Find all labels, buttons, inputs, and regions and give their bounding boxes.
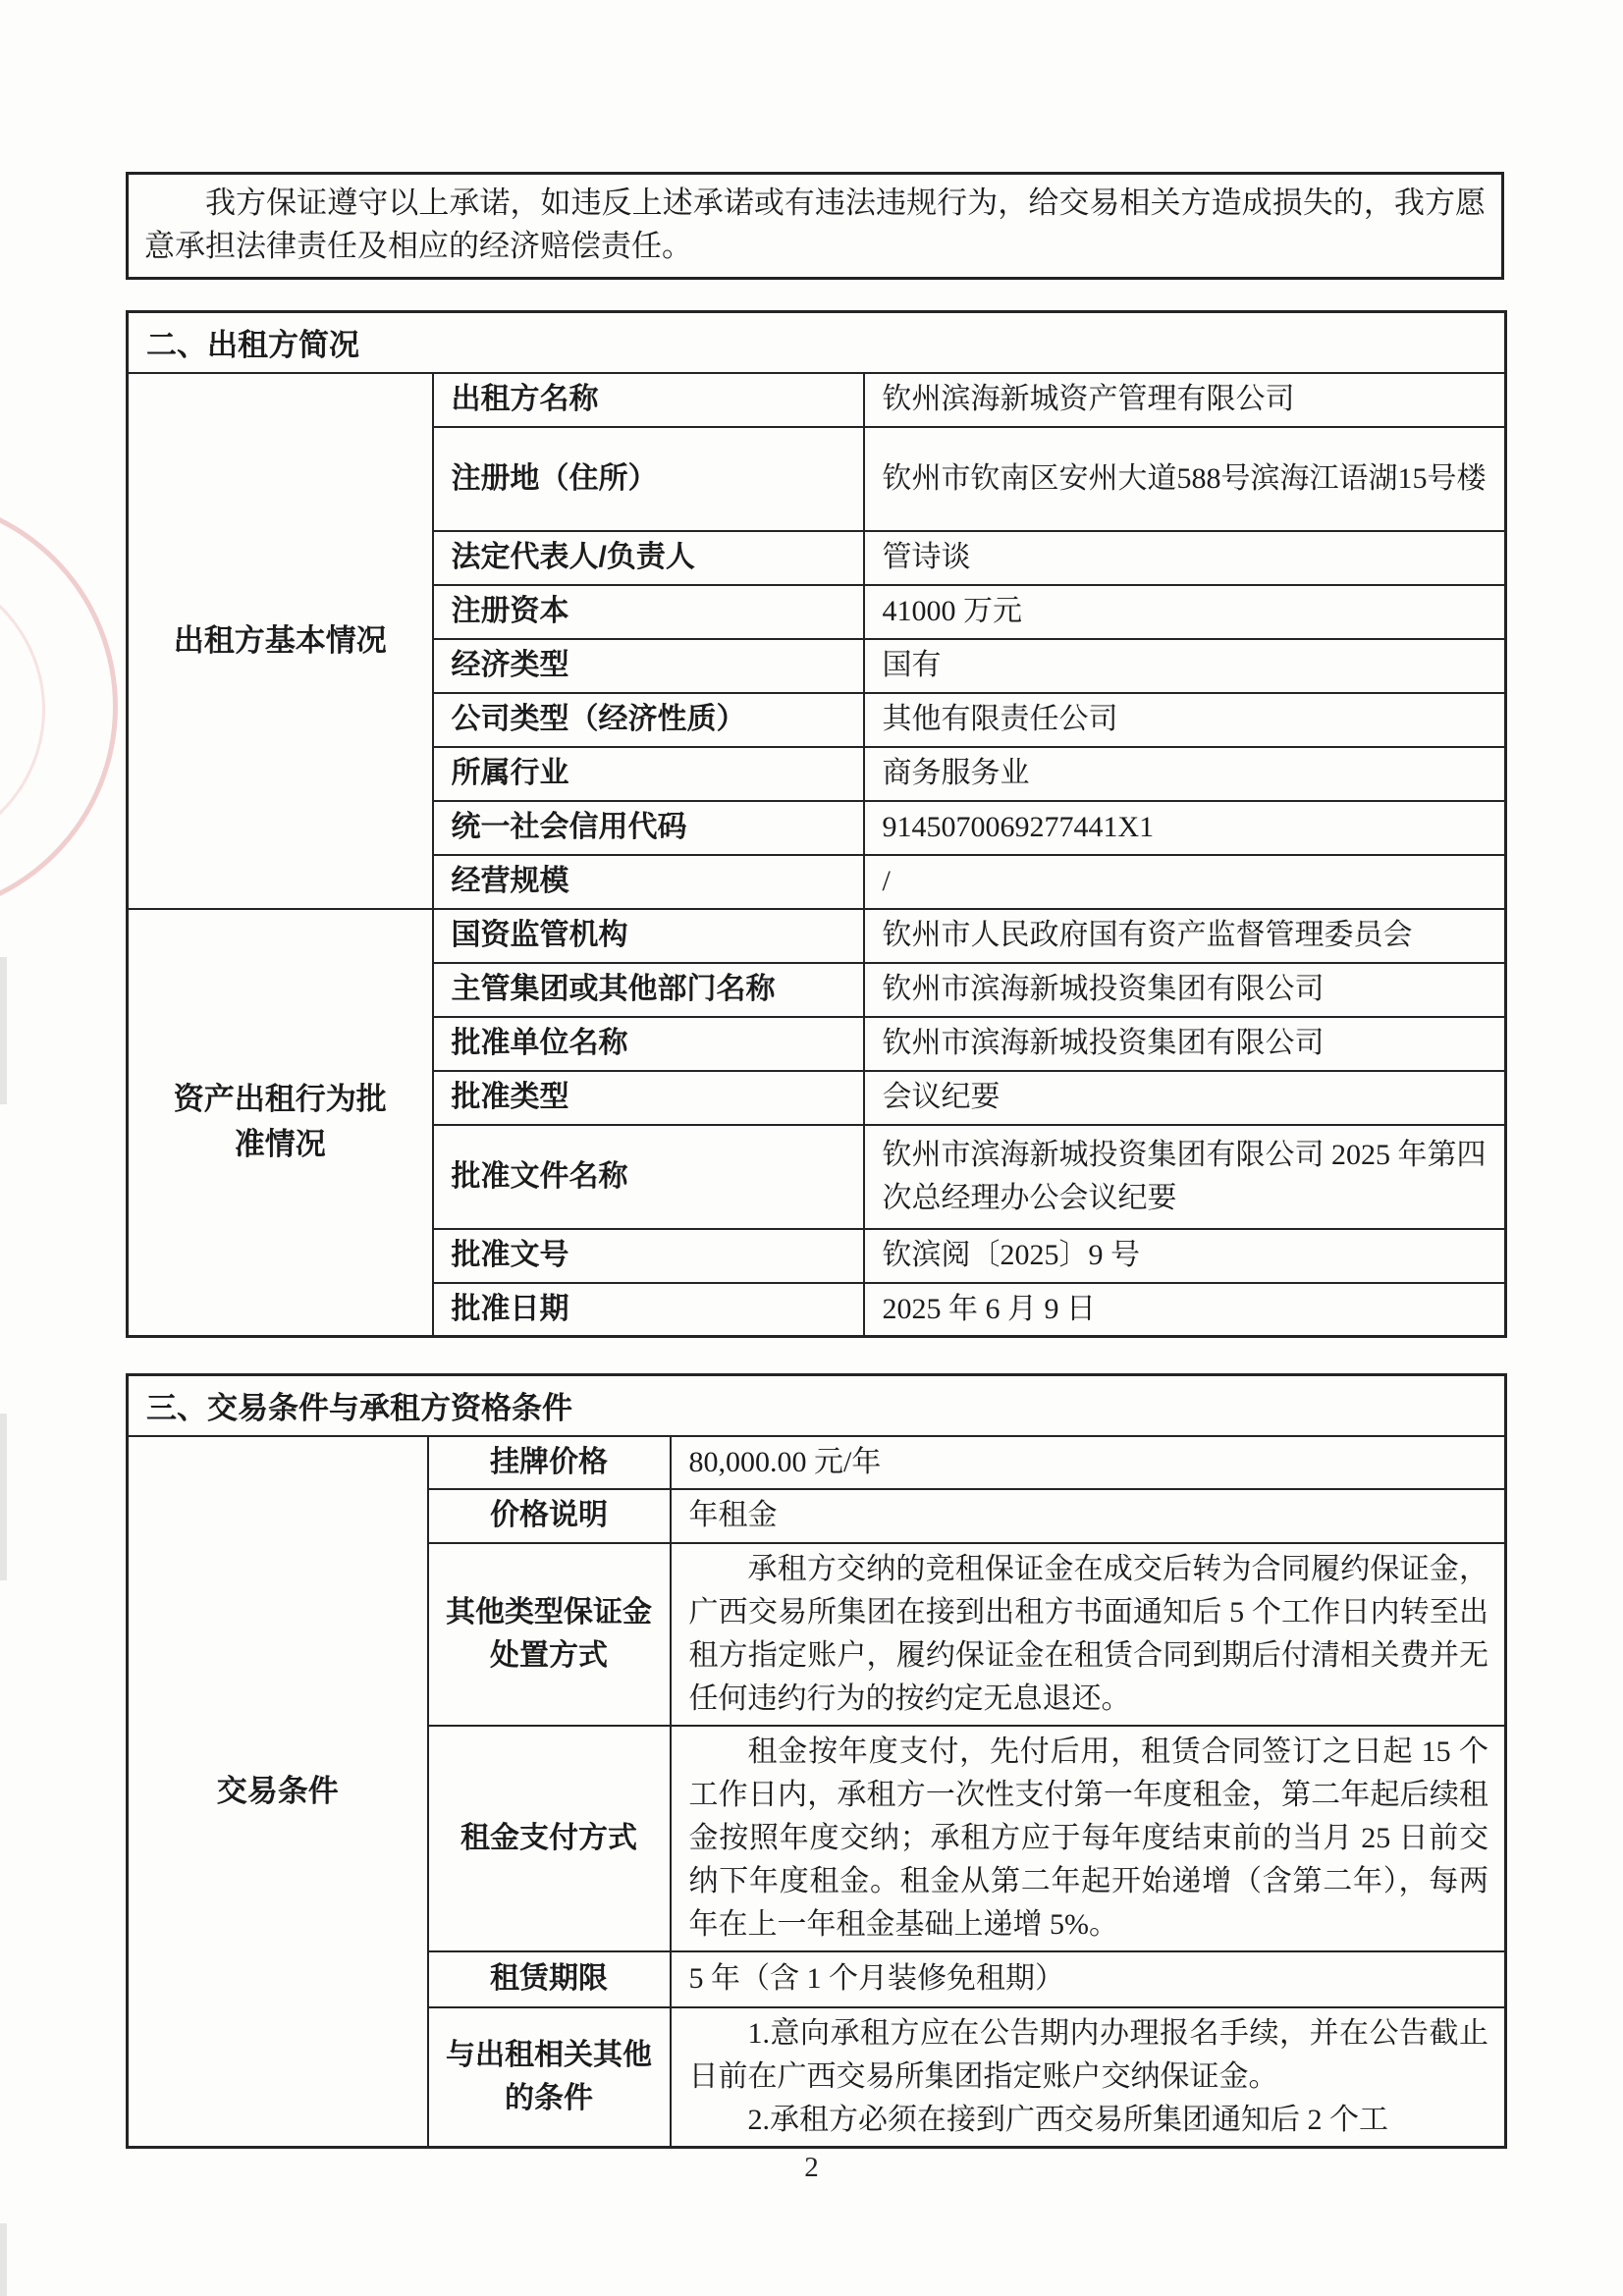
lessor-profile-table — [126, 310, 1507, 1338]
row-value: 钦州市滨海新城投资集团有限公司 — [864, 1017, 1506, 1071]
section3-title: 三、交易条件与承租方资格条件 — [128, 1375, 1506, 1436]
notice-box — [126, 172, 1504, 280]
row-value: 商务服务业 — [864, 747, 1506, 801]
row-value: 41000 万元 — [864, 585, 1506, 639]
row-value — [671, 2007, 1506, 2148]
table-row — [128, 1436, 1506, 1489]
row-value: 钦州市人民政府国有资产监督管理委员会 — [864, 909, 1506, 963]
row-label: 租赁期限 — [428, 1951, 671, 2007]
scan-artifact — [0, 957, 7, 1104]
row-value: 年租金 — [671, 1489, 1506, 1543]
row-value: 钦州滨海新城资产管理有限公司 — [864, 373, 1506, 427]
scan-artifact — [0, 2223, 7, 2296]
row-value: / — [864, 855, 1506, 909]
notice-text: 我方保证遵守以上承诺，如违反上述承诺或有违法违规行为，给交易相关方造成损失的，我方愿意承担法律责任及相应的经济赔偿责任。 — [144, 186, 1486, 263]
row-value: 2025 年 6 月 9 日 — [864, 1283, 1506, 1337]
group-label-basic-info: 出租方基本情况 — [128, 373, 433, 909]
row-label: 出租方名称 — [433, 373, 864, 427]
row-label: 主管集团或其他部门名称 — [433, 963, 864, 1017]
row-label: 其他类型保证金处置方式 — [428, 1543, 671, 1726]
other-condition-item: 1.意向承租方应在公告期内办理报名手续，并在公告截止日前在广西交易所集团指定账户交纳保证金。 — [688, 2016, 1488, 2093]
row-label: 价格说明 — [428, 1489, 671, 1543]
row-label: 注册地（住所） — [433, 427, 864, 531]
row-value: 钦州市滨海新城投资集团有限公司 — [864, 963, 1506, 1017]
deposit-handling-text: 承租方交纳的竞租保证金在成交后转为合同履约保证金，广西交易所集团在接到出租方书面通知后 5 个工作日内转至出租方指定账户，履约保证金在租赁合同到期后付清相关费并无任何违约行为的按约定无息退还。 — [688, 1552, 1488, 1715]
row-value: 钦州市钦南区安州大道588号滨海江语湖15号楼 — [864, 427, 1506, 531]
row-value: 5 年（含 1 个月装修免租期） — [671, 1951, 1506, 2007]
page-number: 2 — [804, 2152, 819, 2183]
section2-title: 二、出租方简况 — [128, 312, 1506, 373]
row-label: 经济类型 — [433, 639, 864, 693]
row-label: 统一社会信用代码 — [433, 801, 864, 855]
row-label: 批准单位名称 — [433, 1017, 864, 1071]
row-value: 会议纪要 — [864, 1071, 1506, 1125]
row-value — [671, 1726, 1506, 1951]
row-value: 其他有限责任公司 — [864, 693, 1506, 747]
row-label: 公司类型（经济性质） — [433, 693, 864, 747]
row-value: 钦滨阅〔2025〕9 号 — [864, 1229, 1506, 1283]
scan-artifact — [0, 1414, 7, 1580]
other-condition-item: 2.承租方必须在接到广西交易所集团通知后 2 个工 — [747, 2103, 1388, 2136]
rent-payment-text: 租金按年度支付，先付后用，租赁合同签订之日起 15 个工作日内，承租方一次性支付第一年度租金，第二年起后续租金按照年度交纳；承租方应于每年度结束前的当月 25 日前交纳下年度租金。租金从第二年起开始递增（含第二年），每两年在上一年租金基础上递增 5%。 — [688, 1735, 1488, 1941]
row-label: 批准类型 — [433, 1071, 864, 1125]
table-row — [128, 909, 1506, 963]
transaction-conditions-table — [126, 1373, 1507, 2149]
table-row — [128, 373, 1506, 427]
row-label: 与出租相关其他的条件 — [428, 2007, 671, 2148]
page-content — [126, 0, 1504, 2149]
row-label: 经营规模 — [433, 855, 864, 909]
row-label: 批准日期 — [433, 1283, 864, 1337]
row-value: 钦州市滨海新城投资集团有限公司 2025 年第四次总经理办公会议纪要 — [864, 1125, 1506, 1229]
row-label: 法定代表人/负责人 — [433, 531, 864, 585]
row-label: 国资监管机构 — [433, 909, 864, 963]
row-label: 所属行业 — [433, 747, 864, 801]
row-value: 9145070069277441X1 — [864, 801, 1506, 855]
row-label: 注册资本 — [433, 585, 864, 639]
row-label: 批准文号 — [433, 1229, 864, 1283]
row-value: 国有 — [864, 639, 1506, 693]
row-value: 80,000.00 元/年 — [671, 1436, 1506, 1489]
group-label-transaction-conditions: 交易条件 — [128, 1436, 428, 2148]
row-label: 挂牌价格 — [428, 1436, 671, 1489]
row-label: 租金支付方式 — [428, 1726, 671, 1951]
row-value — [671, 1543, 1506, 1726]
row-label: 批准文件名称 — [433, 1125, 864, 1229]
row-value: 管诗谈 — [864, 531, 1506, 585]
group-label-approval-info: 资产出租行为批准情况 — [128, 909, 433, 1337]
